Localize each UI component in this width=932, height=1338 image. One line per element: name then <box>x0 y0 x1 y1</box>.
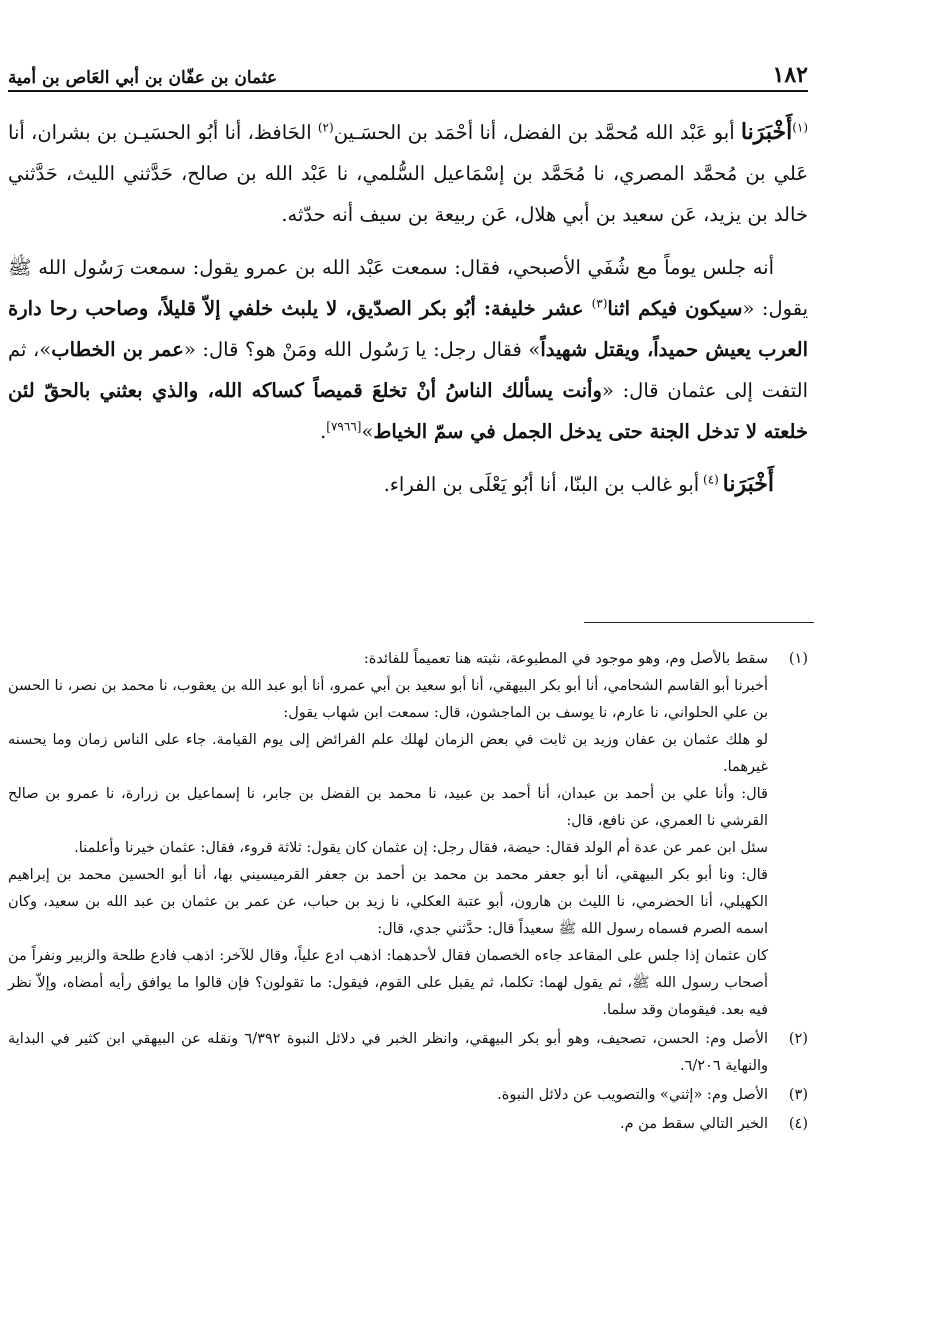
footnote-number: (٣) <box>788 1087 808 1103</box>
footnote-ref: (٣) <box>591 296 608 311</box>
text-segment: »، ثم التفت إلى عثمان قال: « <box>8 338 808 402</box>
footnote-body <box>8 1082 768 1109</box>
footnote-paragraph: سئل ابن عمر عن عدة أم الولد فقال: حيضة، فقال رجل: إن عثمان كان يقول: ثلاثة قروء، فقال: عثمان خيرنا وأعلمنا. <box>74 840 768 856</box>
footnotes <box>8 646 808 1140</box>
text-segment: » فقال رجل: يا رَسُول الله ومَنْ هو؟ قال: « <box>183 338 541 361</box>
keyword-akhbarana: أَخْبَرَنا <box>722 471 774 497</box>
footnote-1 <box>8 646 808 1024</box>
paragraph-2 <box>8 247 808 452</box>
footnote-4 <box>8 1111 808 1138</box>
footnote-separator <box>584 622 814 623</box>
footnote-paragraph: سقط بالأصل وم، وهو موجود في المطبوعة، نثبته هنا تعميماً للفائدة: <box>363 651 768 667</box>
footnote-paragraph: قال: وأنا علي بن أحمد بن عبدان، أنا أحمد بن عبيد، نا محمد بن الفضل بن جابر، نا إسماعيل بن زرارة، نا عمرو بن صالح القرشي نا العمري، عن نافع، قال: <box>8 786 768 829</box>
footnote-paragraph: لو هلك عثمان بن عفان وزيد بن ثابت في بعض الزمان لهلك علم الفرائض إلى يوم القيامة. جاء على الناس زمان وما يحسنه غيرهما. <box>8 732 768 775</box>
text-segment: . <box>320 420 327 443</box>
footnote-number: (١) <box>788 651 808 667</box>
text-segment: أبو غالب بن البنّا، أنا أبُو يَعْلَى بن الفراء. <box>383 473 700 496</box>
text-segment: أبو عَبْد الله مُحمَّد بن الفضل، أنا أحْمَد بن الحسَـين <box>333 121 741 144</box>
footnote-number: (٢) <box>788 1031 808 1047</box>
page-number: ١٨٢ <box>772 62 808 88</box>
footnote-paragraph: كان عثمان إذا جلس على المقاعد جاءه الخصمان فقال لأحدهما: اذهب ادع علياً، وقال للآخر: اذهب فادع طلحة والزبير ونفراً من أصحاب رسول الله ﷺ، ثم يقول لهما: تكلما، ثم يقبل على القوم، فيقول: ما تقولون؟ فإن قالوا ما يوافق رأيه أمضاه، وإلاّ نظر فيه بعد. فيقومان وقد سلما. <box>8 948 768 1018</box>
footnote-paragraph: الأصل وم: الحسن، تصحيف، وهو أبو بكر البيهقي، وانظر الخبر في دلائل النبوة ٦/٣٩٢ ونقله عن البيهقي ابن كثير في البداية والنهاية ٦/٢٠٦. <box>8 1031 769 1074</box>
footnote-body <box>8 1111 768 1138</box>
running-title: عثمان بن عفّان بن أبي العَاص بن أمية <box>8 68 278 88</box>
footnote-paragraph: أخبرنا أبو القاسم الشحامي، أنا أبو بكر البيهقي، أنا أبو سعيد بن أبي عمرو، أنا أبو عبد الله بن يعقوب، نا محمد بن نصر، نا الحسن بن علي الحلواني، نا عارم، نا يوسف بن الماجشون، قال: سمعت ابن شهاب يقول: <box>8 678 768 721</box>
footnote-paragraph: قال: ونا أبو بكر البيهقي، أنا أبو جعفر محمد بن محمد بن أحمد بن جعفر القرميسيني بها، أنا أبو الحسين محمد بن إبراهيم الكهيلي، أنا الحضرمي، نا الليث بن هارون، أبو عتبة العكلي، نا زيد بن حباب، عن عمر بن عثمان بن عبد الله بن سعيد، وكان اسمه الصرم فسماه رسول الله ﷺ سعيداً قال: حدَّثني جدي، قال: <box>8 867 768 937</box>
footnote-paragraph: الخبر التالي سقط من م. <box>619 1116 768 1132</box>
text-segment: أنه جلس يوماً مع شُفَي الأصبحي، فقال: سمعت عَبْد الله بن عمرو يقول: سمعت رَسُول الله ﷺ يقول: « <box>8 256 808 320</box>
footnote-ref: (٤) <box>699 472 723 487</box>
hadith-text: سيكون فيكم اثنا <box>607 297 743 320</box>
footnote-2 <box>8 1026 808 1080</box>
footnote-paragraph: الأصل وم: «إثني» والتصويب عن دلائل النبوة. <box>497 1087 768 1103</box>
footnote-body <box>8 646 768 1024</box>
footnote-ref: (٢) <box>317 120 334 135</box>
text-segment: » <box>361 420 374 443</box>
hadith-text: عمر بن الخطاب <box>51 338 184 361</box>
hadith-text: عشر خليفة: أبُو بكر الصدّيق، لا يلبث خلفي إلاّ قليلاً، وصاحب رحا دارة العرب يعيش حميداً، ويقتل شهيداً <box>8 297 808 361</box>
footnote-ref: (١) <box>792 120 809 135</box>
main-text <box>8 112 808 517</box>
paragraph-3 <box>8 464 808 505</box>
hadith-reference-number: [٧٩٦٦] <box>326 419 362 434</box>
footnote-3 <box>8 1082 808 1109</box>
keyword-akhbarana: أَخْبَرَنا <box>740 119 793 145</box>
page-header <box>8 58 808 92</box>
text-segment: الحَافظ، أنا أبُو الحسَيـن بن بشران، أنا عَلي بن مُحمَّد المصري، نا مُحَمَّد بن إسْمَاعيل السُّلمي، نا عَبْد الله بن صالح، حَدَّثني الليث، حَدَّثني خالد بن يزيد، عَن سعيد بن أبي هلال، عَن ربيعة بن سيف أنه حدّثه. <box>8 121 808 226</box>
footnote-body <box>8 1026 768 1080</box>
footnote-number: (٤) <box>788 1116 808 1132</box>
paragraph-1 <box>8 112 808 235</box>
hadith-text: وأنت يسألك الناسُ أنْ تخلعَ قميصاً كساكه الله، والذي بعثني بالحقّ لئن خلعته لا تدخل الجنة حتى يدخل الجمل في سمّ الخياط <box>8 379 808 443</box>
